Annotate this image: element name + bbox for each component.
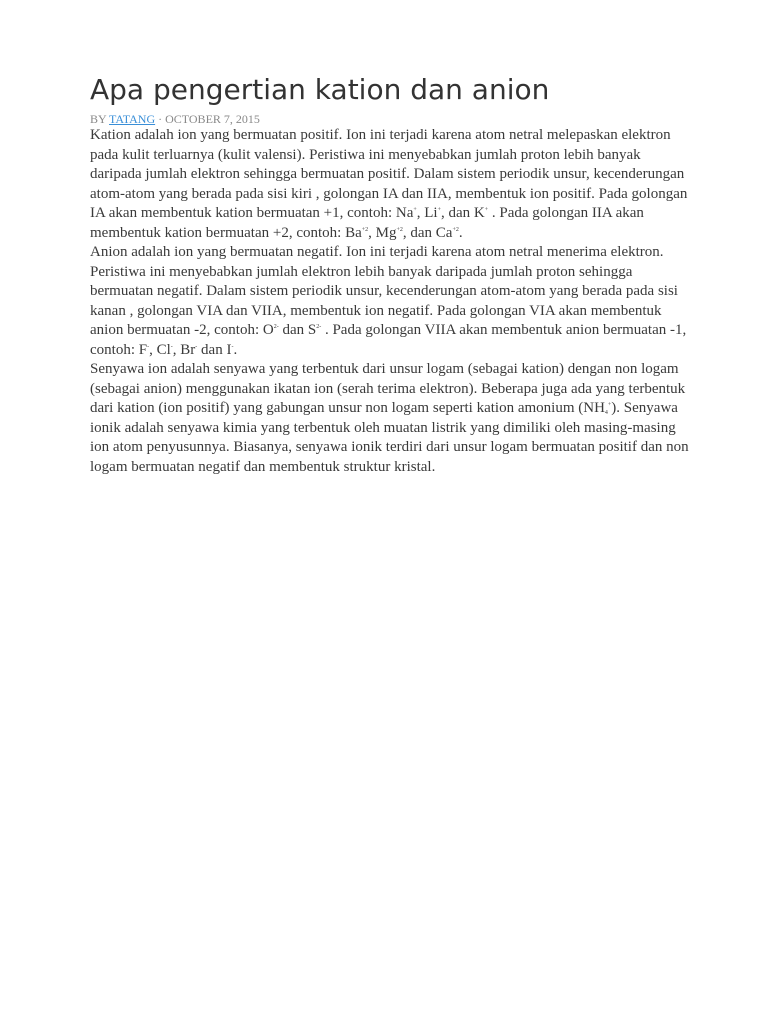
text-segment: , Mg [368,224,397,241]
publish-date: OCTOBER 7, 2015 [165,112,260,126]
charge-superscript: - [147,343,150,350]
paragraph-kation [90,126,690,243]
text-segment: . [458,224,463,241]
byline-prefix: BY [90,112,107,126]
charge-superscript: +2 [361,226,369,233]
charge-superscript: +2 [452,226,459,233]
text-segment: . Pada golongan VIIA akan membentuk anion bermuatan -1, contoh: F [90,322,687,358]
text-segment: dan I [197,341,232,358]
text-segment: ). Senyawa ionik adalah senyawa kimia yang terbentuk oleh muatan listrik yang dimiliki oleh masing-masing ion atom penyusunnya. Biasanya, senyawa ionik terdiri dari unsur logam bermuatan positif dan non logam bermuatan negatif dan membentuk struktur kristal. [90,400,689,475]
paragraph-anion [90,243,690,360]
charge-superscript: + [484,207,489,213]
text-segment: . Pada golongan IIA akan membentuk kation bermuatan +2, contoh: Ba [90,205,644,241]
text-segment: , Br [172,341,196,358]
charge-superscript: + [607,402,612,408]
text-segment: , Cl [149,341,171,358]
text-segment: Senyawa ion adalah senyawa yang terbentuk dari unsur logam (sebagai kation) dengan non logam (sebagai anion) menggunakan ikatan ion (serah terima elektron). Beberapa juga ada yang terbentuk dari kation (ion positif) yang gabungan unsur non logam seperti kation amonium (NH [90,361,686,416]
text-segment: , dan Ca [402,224,453,241]
charge-superscript: - [231,343,234,350]
text-segment: Anion adalah ion yang bermuatan negatif. Ion ini terjadi karena atom netral menerima elektron. Peristiwa ini menyebabkan jumlah elektron lebih banyak daripada jumlah proton sehingga bermuatan negatif. Dalam sistem periodik unsur, kecenderungan atom-atom yang berada pada sisi kanan , golongan VIA dan VIIA, membentuk ion negatif. Pada golongan VIA akan membentuk anion bermuatan -2, contoh: O [90,244,678,338]
article-body [90,126,690,477]
text-segment: dan S [278,322,317,338]
charge-superscript: 2- [273,324,279,330]
charge-superscript: + [413,207,417,213]
charge-superscript: - [170,343,173,350]
paragraph-senyawa-ion [90,360,690,477]
text-segment: . [233,341,238,358]
article [90,70,690,477]
text-segment: , Li [416,205,438,221]
charge-superscript: + [437,207,441,213]
article-title: Apa pengertian kation dan anion [90,73,550,106]
meta-separator: · [155,112,166,126]
formula-subscript: 4 [604,410,608,416]
charge-superscript: +2 [396,226,403,233]
author-link[interactable]: TATANG [109,112,156,126]
text-segment: Kation adalah ion yang bermuatan positif. Ion ini terjadi karena atom netral melepaskan elektron pada kulit terluarnya (kulit valensi). Peristiwa ini menyebabkan jumlah proton lebih banyak daripada jumlah elektron sehingga bermuatan positif. Dalam sistem periodik unsur, kecenderungan atom-atom yang berada pada sisi kiri , golongan IA dan IIA, membentuk ion positif. Pada golongan IA akan membentuk kation bermuatan +1, contoh: Na [90,127,688,221]
charge-superscript: 2- [316,324,322,330]
charge-superscript: - [195,343,198,350]
article-meta [90,112,690,126]
text-segment: , dan K [441,205,485,221]
